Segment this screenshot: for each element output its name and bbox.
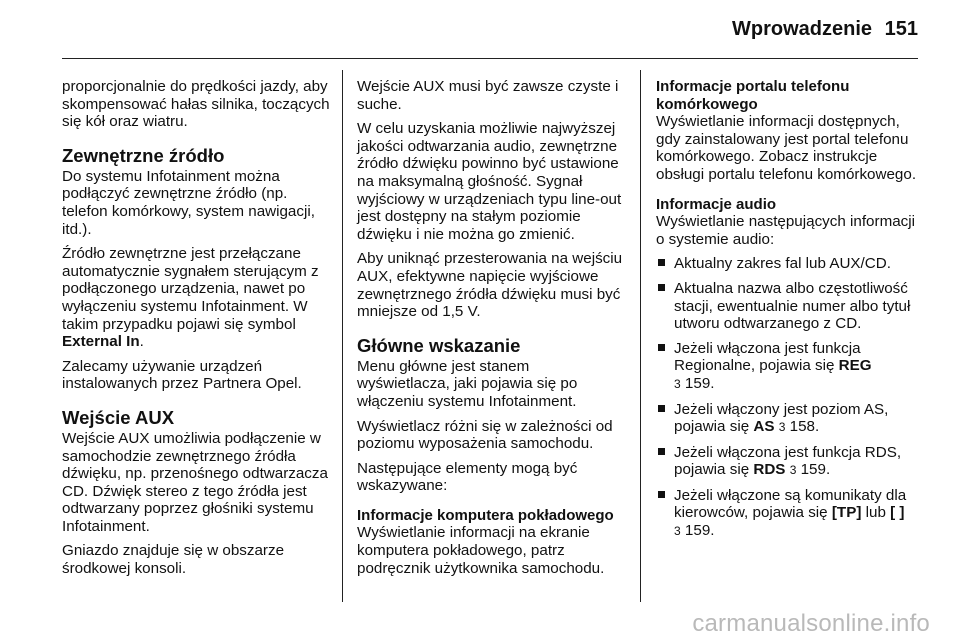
bullet-icon [658, 448, 665, 455]
main-display-heading: Główne wskazanie [357, 334, 521, 356]
list-item [656, 487, 922, 541]
page-reference-arrow-icon: 3 [778, 420, 786, 435]
audio-info-list [656, 255, 922, 540]
page-reference: 159. [800, 461, 831, 479]
aux-input-paragraph-2: Gniazdo znajduje się w obszarze środkowej konsoli. [62, 542, 285, 578]
list-item-text: Jeżeli włączone są komunikaty dla kierowców, pojawia się [674, 486, 907, 522]
as-symbol: AS [753, 418, 775, 436]
reg-symbol: REG [838, 357, 872, 375]
column-divider-1 [342, 70, 343, 602]
list-item-conjunction: lub [865, 504, 886, 522]
list-item [656, 401, 922, 437]
column-2 [357, 78, 625, 584]
external-source-paragraph-1: Do systemu Infotainment można podłączyć zewnętrzne źródło (np. telefon komórkowy, system nawigacji, itd.). [62, 167, 315, 238]
list-item-text: Aktualna nazwa albo częstotliwość stacji, ewentualnie numer albo tytuł utworu odtwarzanego z CD. [674, 279, 911, 333]
column-divider-2 [640, 70, 641, 602]
external-in-symbol: External In [62, 333, 140, 351]
overload-paragraph: Aby uniknąć przesterowania na wejściu AUX, efektywne napięcie wyjściowe zewnętrznego źródła dźwięku musi być mniejsze od 1,5 V. [357, 250, 623, 321]
list-item [656, 340, 922, 394]
audio-info-paragraph: Wyświetlanie następujących informacji o systemie audio: [656, 213, 916, 248]
list-item-text: Jeżeli włączona jest funkcja Regionalne, pojawia się [674, 339, 861, 375]
list-item-text: Jeżeli włączona jest funkcja RDS, pojawia się [674, 443, 902, 479]
external-source-paragraph-3: Zalecamy używanie urządzeń instalowanych przez Partnera Opel. [62, 357, 302, 393]
bullet-icon [658, 284, 665, 291]
page-reference: 158. [789, 418, 820, 436]
main-display-paragraph-3: Następujące elementy mogą być wskazywane: [357, 459, 578, 495]
phone-portal-heading: Informacje portalu telefonu komórkowego [656, 78, 850, 113]
aux-input-heading: Wejście AUX [62, 406, 175, 428]
tp-inactive-symbol: [ ] [890, 504, 905, 522]
page-reference-arrow-icon: 3 [674, 376, 681, 391]
external-source-paragraph-2-text: Źródło zewnętrzne jest przełączane automatycznie sygnałem sterującym z podłączonego urządzenia, nawet po wyłączeniu systemu Infotainment. W takim przypadku pojawi się symbol [62, 245, 319, 333]
page-header-title: Wprowadzenie [731, 18, 872, 40]
main-display-paragraph-1: Menu główne jest stanem wyświetlacza, jaki pojawia się po włączeniu systemu Infotainment. [357, 357, 578, 410]
aux-clean-paragraph: Wejście AUX musi być zawsze czyste i suche. [357, 78, 619, 113]
column-3 [656, 78, 922, 548]
bullet-icon [658, 405, 665, 412]
list-item [656, 255, 922, 273]
external-source-paragraph-2 [62, 245, 330, 351]
list-item [656, 444, 922, 480]
external-source-paragraph-2-end: . [139, 333, 144, 351]
rds-symbol: RDS [753, 461, 786, 479]
phone-portal-paragraph: Wyświetlanie informacji dostępnych, gdy zainstalowany jest portal telefonu komórkowego. Zobacz instrukcje obsługi portalu telefonu komórkowego. [656, 113, 917, 183]
page-reference-arrow-icon: 3 [674, 524, 681, 539]
page-reference: 159. [684, 522, 715, 540]
board-computer-heading: Informacje komputera pokładowego [357, 506, 614, 524]
bullet-icon [658, 491, 665, 498]
audio-quality-paragraph: W celu uzyskania możliwie najwyższej jakości odtwarzania audio, zewnętrzne źródło dźwięku powinno być ustawione na maksymalną głośność. Sygnał wyjściowy w urządzeniach typu line-out jest dostępny na stałym poziomie dźwięku i nie można go zmienić. [357, 120, 622, 243]
tp-symbol: [TP] [831, 504, 862, 522]
list-item-text: Aktualny zakres fal lub AUX/CD. [674, 255, 891, 273]
external-source-heading: Zewnętrzne źródło [62, 144, 225, 166]
header-divider [62, 58, 918, 59]
watermark: carmanualsonline.info [692, 610, 930, 637]
bullet-icon [658, 259, 665, 266]
aux-input-paragraph-1: Wejście AUX umożliwia podłączenie w samochodzie zewnętrznego źródła dźwięku, np. przenośnego odtwarzacza CD. Dźwięk stereo z tego źródła jest odtwarzany poprzez głośniki systemu Infotainment. [62, 429, 328, 535]
board-computer-paragraph: Wyświetlanie informacji na ekranie komputera pokładowego, patrz podręcznik użytkownika samochodu. [357, 524, 605, 577]
list-item [656, 280, 922, 333]
audio-info-heading: Informacje audio [656, 195, 777, 213]
column-1 [62, 78, 330, 585]
intro-paragraph: proporcjonalnie do prędkości jazdy, aby skompensować hałas silnika, toczących się kół oraz wiatru. [62, 78, 330, 131]
main-display-paragraph-2: Wyświetlacz różni się w zależności od poziomu wyposażenia samochodu. [357, 417, 613, 453]
list-item-text: Jeżeli włączony jest poziom AS, pojawia się [674, 400, 889, 436]
page-number: 151 [884, 18, 918, 40]
bullet-icon [658, 344, 665, 351]
page-reference-arrow-icon: 3 [789, 463, 797, 478]
page-reference: 159. [684, 374, 715, 392]
